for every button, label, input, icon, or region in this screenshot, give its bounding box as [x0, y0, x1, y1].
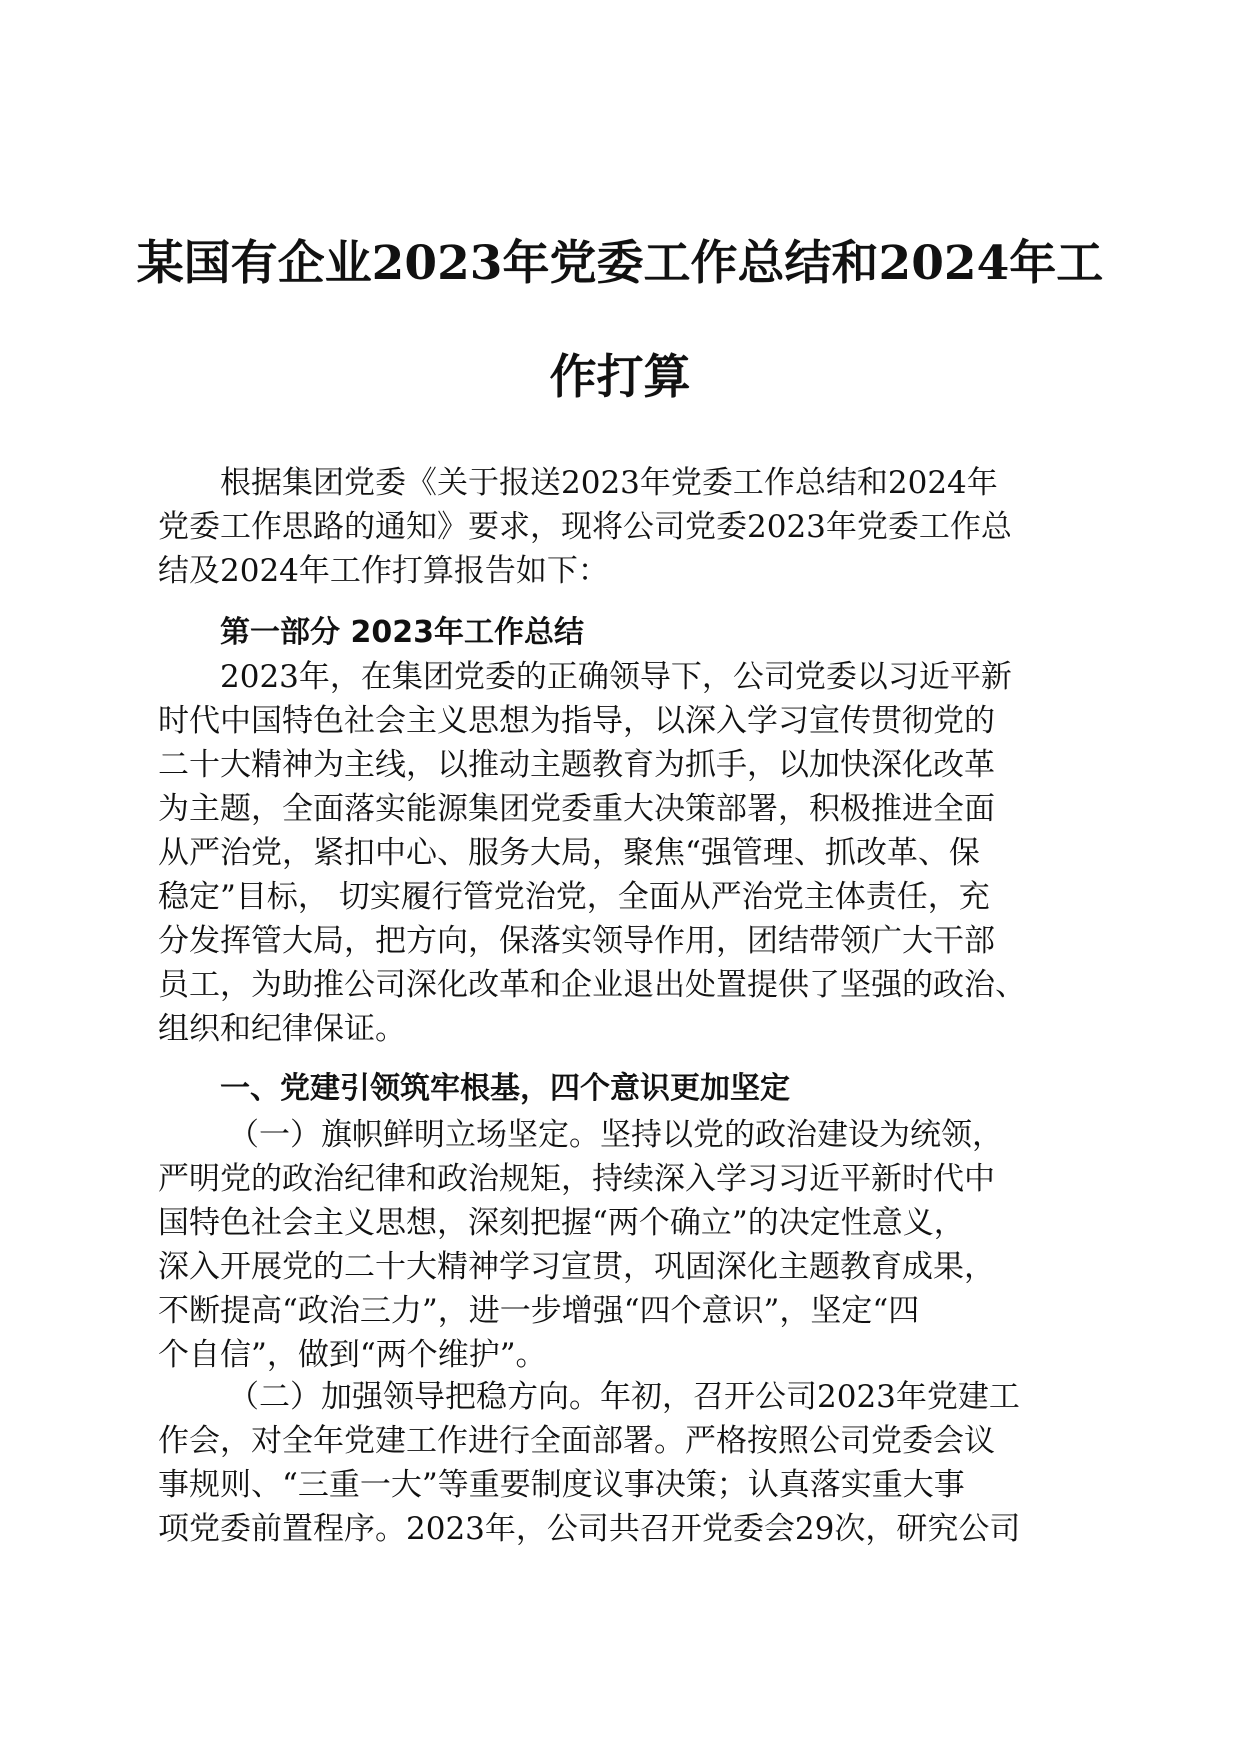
intro-line-1: 根据集团党委《关于报送2023年党委工作总结和2024年: [220, 465, 998, 501]
item1-line-5: 不断提高“政治三力”，进一步增强“四个意识”，坚定“四: [158, 1293, 920, 1329]
summary-line-9: 组织和纪律保证。: [158, 1011, 406, 1047]
summary-line-2: 时代中国特色社会主义思想为指导，以深入学习宣传贯彻党的: [158, 703, 995, 739]
item1-line-2: 严明党的政治纪律和政治规矩，持续深入学习习近平新时代中: [158, 1161, 995, 1197]
part1-heading: [158, 611, 1083, 655]
intro-paragraph: [158, 461, 1083, 593]
summary-line-3: 二十大精神为主线，以推动主题教育为抓手，以加快深化改革: [158, 747, 995, 783]
item2-line-1: （二）加强领导把稳方向。年初，召开公司2023年党建工: [228, 1379, 1020, 1415]
item1-line-6: 个自信”，做到“两个维护”。: [158, 1337, 547, 1373]
summary-line-1: 2023年，在集团党委的正确领导下，公司党委以习近平新: [220, 659, 1012, 695]
document-title-line-1: 某国有企业2023年党委工作总结和2024年工: [136, 236, 1104, 291]
summary-line-7: 分发挥管大局，把方向，保落实领导作用，团结带领广大干部: [158, 923, 995, 959]
summary-line-4: 为主题，全面落实能源集团党委重大决策部署，积极推进全面: [158, 791, 995, 827]
section1-heading-text: 一、党建引领筑牢根基，四个意识更加坚定: [220, 1071, 790, 1106]
part1-heading-text: 第一部分 2023年工作总结: [220, 615, 584, 650]
item1-line-1: （一）旗帜鲜明立场坚定。坚持以党的政治建设为统领，: [228, 1117, 1003, 1153]
item2-line-3: 事规则、“三重一大”等重要制度议事决策；认真落实重大事: [158, 1467, 965, 1503]
item2-paragraph: [158, 1375, 1083, 1551]
item1-line-4: 深入开展党的二十大精神学习宣贯，巩固深化主题教育成果，: [158, 1249, 995, 1285]
item2-line-2: 作会，对全年党建工作进行全面部署。严格按照公司党委会议: [158, 1423, 995, 1459]
intro-line-2: 党委工作思路的通知》要求，现将公司党委2023年党委工作总: [158, 509, 1012, 545]
summary-line-6: 稳定”目标， 切实履行管党治党，全面从严治党主体责任，充: [158, 879, 990, 915]
document-title-line-2: 作打算: [549, 350, 691, 405]
item2-line-4: 项党委前置程序。2023年，公司共召开党委会29次，研究公司: [158, 1511, 1021, 1547]
summary-line-5: 从严治党，紧扣中心、服务大局，聚焦“强管理、抓改革、保: [158, 835, 980, 871]
item1-paragraph: [158, 1113, 1083, 1377]
item1-line-3: 国特色社会主义思想，深刻把握“两个确立”的决定性意义，: [158, 1205, 965, 1241]
section1-heading: [158, 1067, 1083, 1111]
summary-line-8: 员工，为助推公司深化改革和企业退出处置提供了坚强的政治、: [158, 967, 1026, 1003]
summary-paragraph: [158, 655, 1083, 1051]
intro-line-3: 结及2024年工作打算报告如下：: [158, 553, 609, 589]
